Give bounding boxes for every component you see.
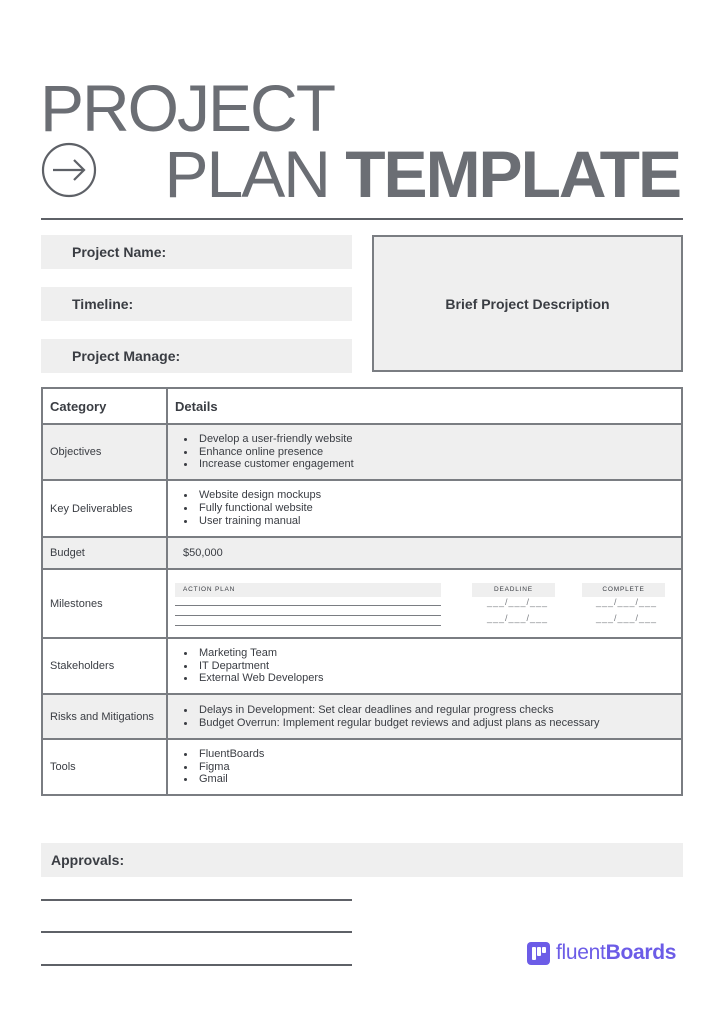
title-line-1: PROJECT xyxy=(40,71,335,145)
title-line-2 xyxy=(164,138,680,210)
action-plan-line[interactable] xyxy=(175,615,441,616)
brand-logo xyxy=(527,940,676,966)
budget-value: $50,000 xyxy=(167,537,682,569)
header-category: Category xyxy=(42,388,167,424)
table-row-objectives xyxy=(42,424,682,480)
list-item: Figma xyxy=(183,761,681,774)
signature-line[interactable] xyxy=(41,931,352,933)
deadline-label: DEADLINE xyxy=(472,583,555,597)
list-item: Marketing Team xyxy=(183,647,681,660)
list-item: Gmail xyxy=(183,773,681,786)
list-item: Enhance online presence xyxy=(183,446,681,459)
row-details xyxy=(167,739,682,795)
brand-name-light: fluent xyxy=(556,941,606,964)
list-item: Fully functional website xyxy=(183,502,681,515)
list-item: User training manual xyxy=(183,515,681,528)
list-item: Website design mockups xyxy=(183,489,681,502)
table-row-tools xyxy=(42,739,682,795)
signature-line[interactable] xyxy=(41,899,352,901)
row-category: Tools xyxy=(42,739,167,795)
row-category: Budget xyxy=(42,537,167,569)
action-plan-line[interactable] xyxy=(175,605,441,606)
row-category: Milestones xyxy=(42,569,167,638)
title-template: TEMPLATE xyxy=(345,137,680,211)
project-name-field[interactable]: Project Name: xyxy=(41,235,352,269)
row-details xyxy=(167,694,682,739)
deadline-date-slot[interactable]: ___/___/___ xyxy=(487,612,549,623)
milestones-grid xyxy=(175,571,681,637)
list-item: External Web Developers xyxy=(183,672,681,685)
deadline-date-slot[interactable]: ___/___/___ xyxy=(487,596,549,607)
table-row-budget xyxy=(42,537,682,569)
title-plan: PLAN xyxy=(164,137,346,211)
approvals-header: Approvals: xyxy=(41,843,683,877)
list-item: Develop a user-friendly website xyxy=(183,433,681,446)
list-item: IT Department xyxy=(183,660,681,673)
list-item: Budget Overrun: Implement regular budget reviews and adjust plans as necessary xyxy=(183,717,681,730)
row-details xyxy=(167,569,682,638)
complete-date-slot[interactable]: ___/___/___ xyxy=(596,612,658,623)
row-category: Key Deliverables xyxy=(42,480,167,537)
row-category: Stakeholders xyxy=(42,638,167,694)
row-details xyxy=(167,480,682,537)
table-header-row xyxy=(42,388,682,424)
row-details xyxy=(167,638,682,694)
table-row-risks xyxy=(42,694,682,739)
list-item: FluentBoards xyxy=(183,748,681,761)
fluentboards-logo-icon xyxy=(527,942,550,965)
header-details: Details xyxy=(167,388,682,424)
row-details xyxy=(167,424,682,480)
action-plan-line[interactable] xyxy=(175,625,441,626)
complete-label: COMPLETE xyxy=(582,583,665,597)
plan-table xyxy=(41,387,683,796)
list-item: Delays in Development: Set clear deadlines and regular progress checks xyxy=(183,704,681,717)
table-row-milestones xyxy=(42,569,682,638)
complete-date-slot[interactable]: ___/___/___ xyxy=(596,596,658,607)
arrow-right-circle-icon xyxy=(40,141,98,199)
row-category: Objectives xyxy=(42,424,167,480)
signature-line[interactable] xyxy=(41,964,352,966)
brief-description-label: Brief Project Description xyxy=(445,295,610,312)
brief-description-box[interactable] xyxy=(372,235,683,372)
brand-name xyxy=(556,940,676,966)
table-row-deliverables xyxy=(42,480,682,537)
title-divider xyxy=(41,218,683,220)
brand-name-bold: Boards xyxy=(605,941,677,964)
project-manager-field[interactable]: Project Manage: xyxy=(41,339,352,373)
action-plan-label: ACTION PLAN xyxy=(175,583,441,597)
timeline-field[interactable]: Timeline: xyxy=(41,287,352,321)
row-category: Risks and Mitigations xyxy=(42,694,167,739)
list-item: Increase customer engagement xyxy=(183,458,681,471)
table-row-stakeholders xyxy=(42,638,682,694)
